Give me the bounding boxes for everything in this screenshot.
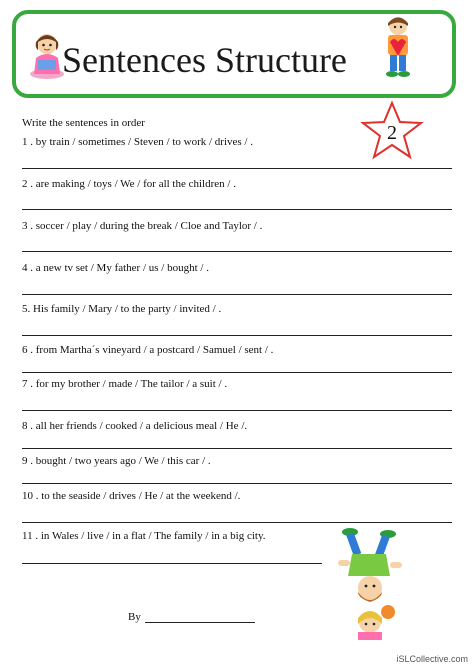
question-7: 7 . for my brother / made / The tailor / a suit / .: [22, 378, 228, 390]
answer-line-8[interactable]: [22, 448, 452, 449]
upside-down-kids-icon: [336, 524, 404, 640]
by-label: By: [128, 611, 141, 623]
answer-line-2[interactable]: [22, 209, 452, 210]
question-9: 9 . bought / two years ago / We / this car / .: [22, 455, 211, 467]
star-icon: [360, 100, 424, 160]
question-1: 1 . by train / sometimes / Steven / to work / drives / .: [22, 136, 253, 148]
question-2: 2 . are making / toys / We / for all the children / .: [22, 178, 236, 190]
instruction-text: Write the sentences in order: [22, 117, 145, 129]
question-4: 4 . a new tv set / My father / us / bought / .: [22, 262, 209, 274]
name-line[interactable]: [145, 622, 255, 623]
answer-line-7[interactable]: [22, 410, 452, 411]
answer-line-5[interactable]: [22, 335, 452, 336]
question-8: 8 . all her friends / cooked / a delicious meal / He /.: [22, 420, 248, 432]
question-10: 10 . to the seaside / drives / He / at the weekend /.: [22, 490, 241, 502]
question-3: 3 . soccer / play / during the break / Cloe and Taylor / .: [22, 220, 263, 232]
question-11: 11 . in Wales / live / in a flat / The family / in a big city.: [22, 530, 266, 542]
answer-line-10[interactable]: [22, 522, 452, 523]
answer-line-1[interactable]: [22, 168, 452, 169]
answer-line-4[interactable]: [22, 294, 452, 295]
question-6: 6 . from Martha´s vineyard / a postcard / Samuel / sent / .: [22, 344, 274, 356]
boy-with-heart-icon: [380, 14, 416, 80]
question-5: 5. His family / Mary / to the party / invited / .: [22, 303, 222, 315]
answer-line-11[interactable]: [22, 563, 322, 564]
site-watermark: iSLCollective.com: [396, 654, 468, 664]
badge-number: 2: [387, 122, 397, 144]
answer-line-3[interactable]: [22, 251, 452, 252]
girl-reading-icon: [28, 28, 66, 80]
answer-line-6[interactable]: [22, 372, 452, 373]
page-title: Sentences Structure: [62, 40, 347, 80]
answer-line-9[interactable]: [22, 483, 452, 484]
